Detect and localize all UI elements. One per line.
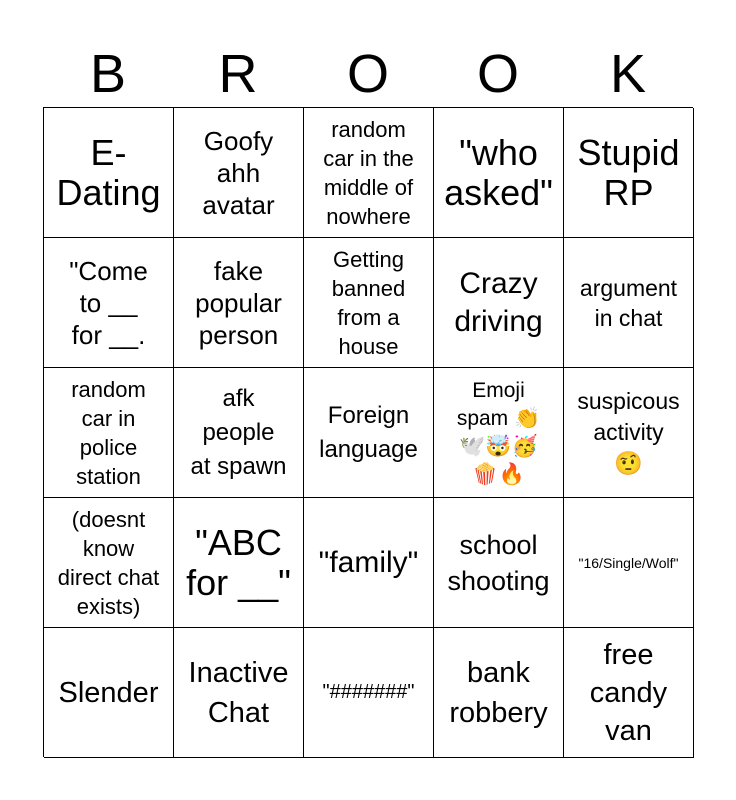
bingo-cell-r3c3[interactable] [304, 368, 434, 498]
cell-text: bank robbery [449, 656, 548, 729]
bingo-header [43, 40, 693, 108]
cell-text: E- Dating [56, 131, 161, 213]
cell-text: Emoji spam 👏 🕊️🤯🥳 🍿🔥 [456, 378, 541, 486]
bingo-cell-r1c5[interactable] [564, 108, 694, 238]
header-letter-o-2: O [476, 44, 519, 104]
cell-text: school shooting [447, 529, 550, 596]
bingo-cell-r3c4[interactable] [434, 368, 564, 498]
cell-text: Inactive Chat [188, 656, 289, 729]
bingo-cell-r3c2[interactable] [174, 368, 304, 498]
cell-text: fake popular person [195, 255, 282, 350]
header-letter-r: R [218, 44, 258, 104]
bingo-cell-r1c4[interactable] [434, 108, 564, 238]
bingo-cell-r5c4[interactable] [434, 628, 564, 758]
cell-text: "#######" [322, 681, 415, 703]
bingo-cell-r1c3[interactable] [304, 108, 434, 238]
bingo-cell-r1c2[interactable] [174, 108, 304, 238]
bingo-cell-r5c1[interactable] [44, 628, 174, 758]
cell-text: Goofy ahh avatar [202, 125, 275, 220]
bingo-cell-r4c5[interactable] [564, 498, 694, 628]
bingo-cell-r3c5[interactable] [564, 368, 694, 498]
cell-text: suspicous activity 🤨 [577, 388, 680, 476]
cell-text: Getting banned from a house [331, 246, 406, 359]
bingo-grid [43, 107, 693, 757]
header-letter-k: K [609, 44, 647, 104]
bingo-cell-r2c2[interactable] [174, 238, 304, 368]
bingo-cell-r2c4[interactable] [434, 238, 564, 368]
header-letter-o: O [346, 44, 389, 104]
bingo-cell-r4c3[interactable] [304, 498, 434, 628]
cell-text: random car in the middle of nowhere [323, 116, 414, 229]
cell-text: random car in police station [71, 376, 146, 489]
cell-text: (doesnt know direct chat exists) [57, 506, 160, 619]
cell-text: afk people at spawn [190, 384, 287, 480]
bingo-cell-r4c2[interactable] [174, 498, 304, 628]
bingo-cell-r2c1[interactable] [44, 238, 174, 368]
cell-text: Stupid RP [577, 131, 680, 213]
cell-text: "Come to __ for __. [69, 255, 148, 350]
header-letter-b: B [89, 44, 127, 104]
cell-text: Foreign language [319, 401, 418, 463]
cell-text: Slender [58, 676, 159, 709]
bingo-cell-r1c1[interactable] [44, 108, 174, 238]
bingo-cell-r5c3[interactable] [304, 628, 434, 758]
bingo-cell-r2c5[interactable] [564, 238, 694, 368]
bingo-cell-r2c3[interactable] [304, 238, 434, 368]
cell-text: free candy van [589, 638, 668, 747]
bingo-cell-r4c1[interactable] [44, 498, 174, 628]
cell-text: "who asked" [444, 131, 553, 213]
cell-text: "16/Single/Wolf" [578, 554, 679, 571]
cell-text: Crazy driving [454, 266, 543, 338]
bingo-cell-r5c2[interactable] [174, 628, 304, 758]
cell-text: "family" [318, 545, 419, 579]
bingo-cell-r4c4[interactable] [434, 498, 564, 628]
cell-text: argument in chat [579, 274, 678, 331]
bingo-cell-r3c1[interactable] [44, 368, 174, 498]
cell-text: "ABC for __" [186, 521, 291, 603]
bingo-cell-r5c5[interactable] [564, 628, 694, 758]
